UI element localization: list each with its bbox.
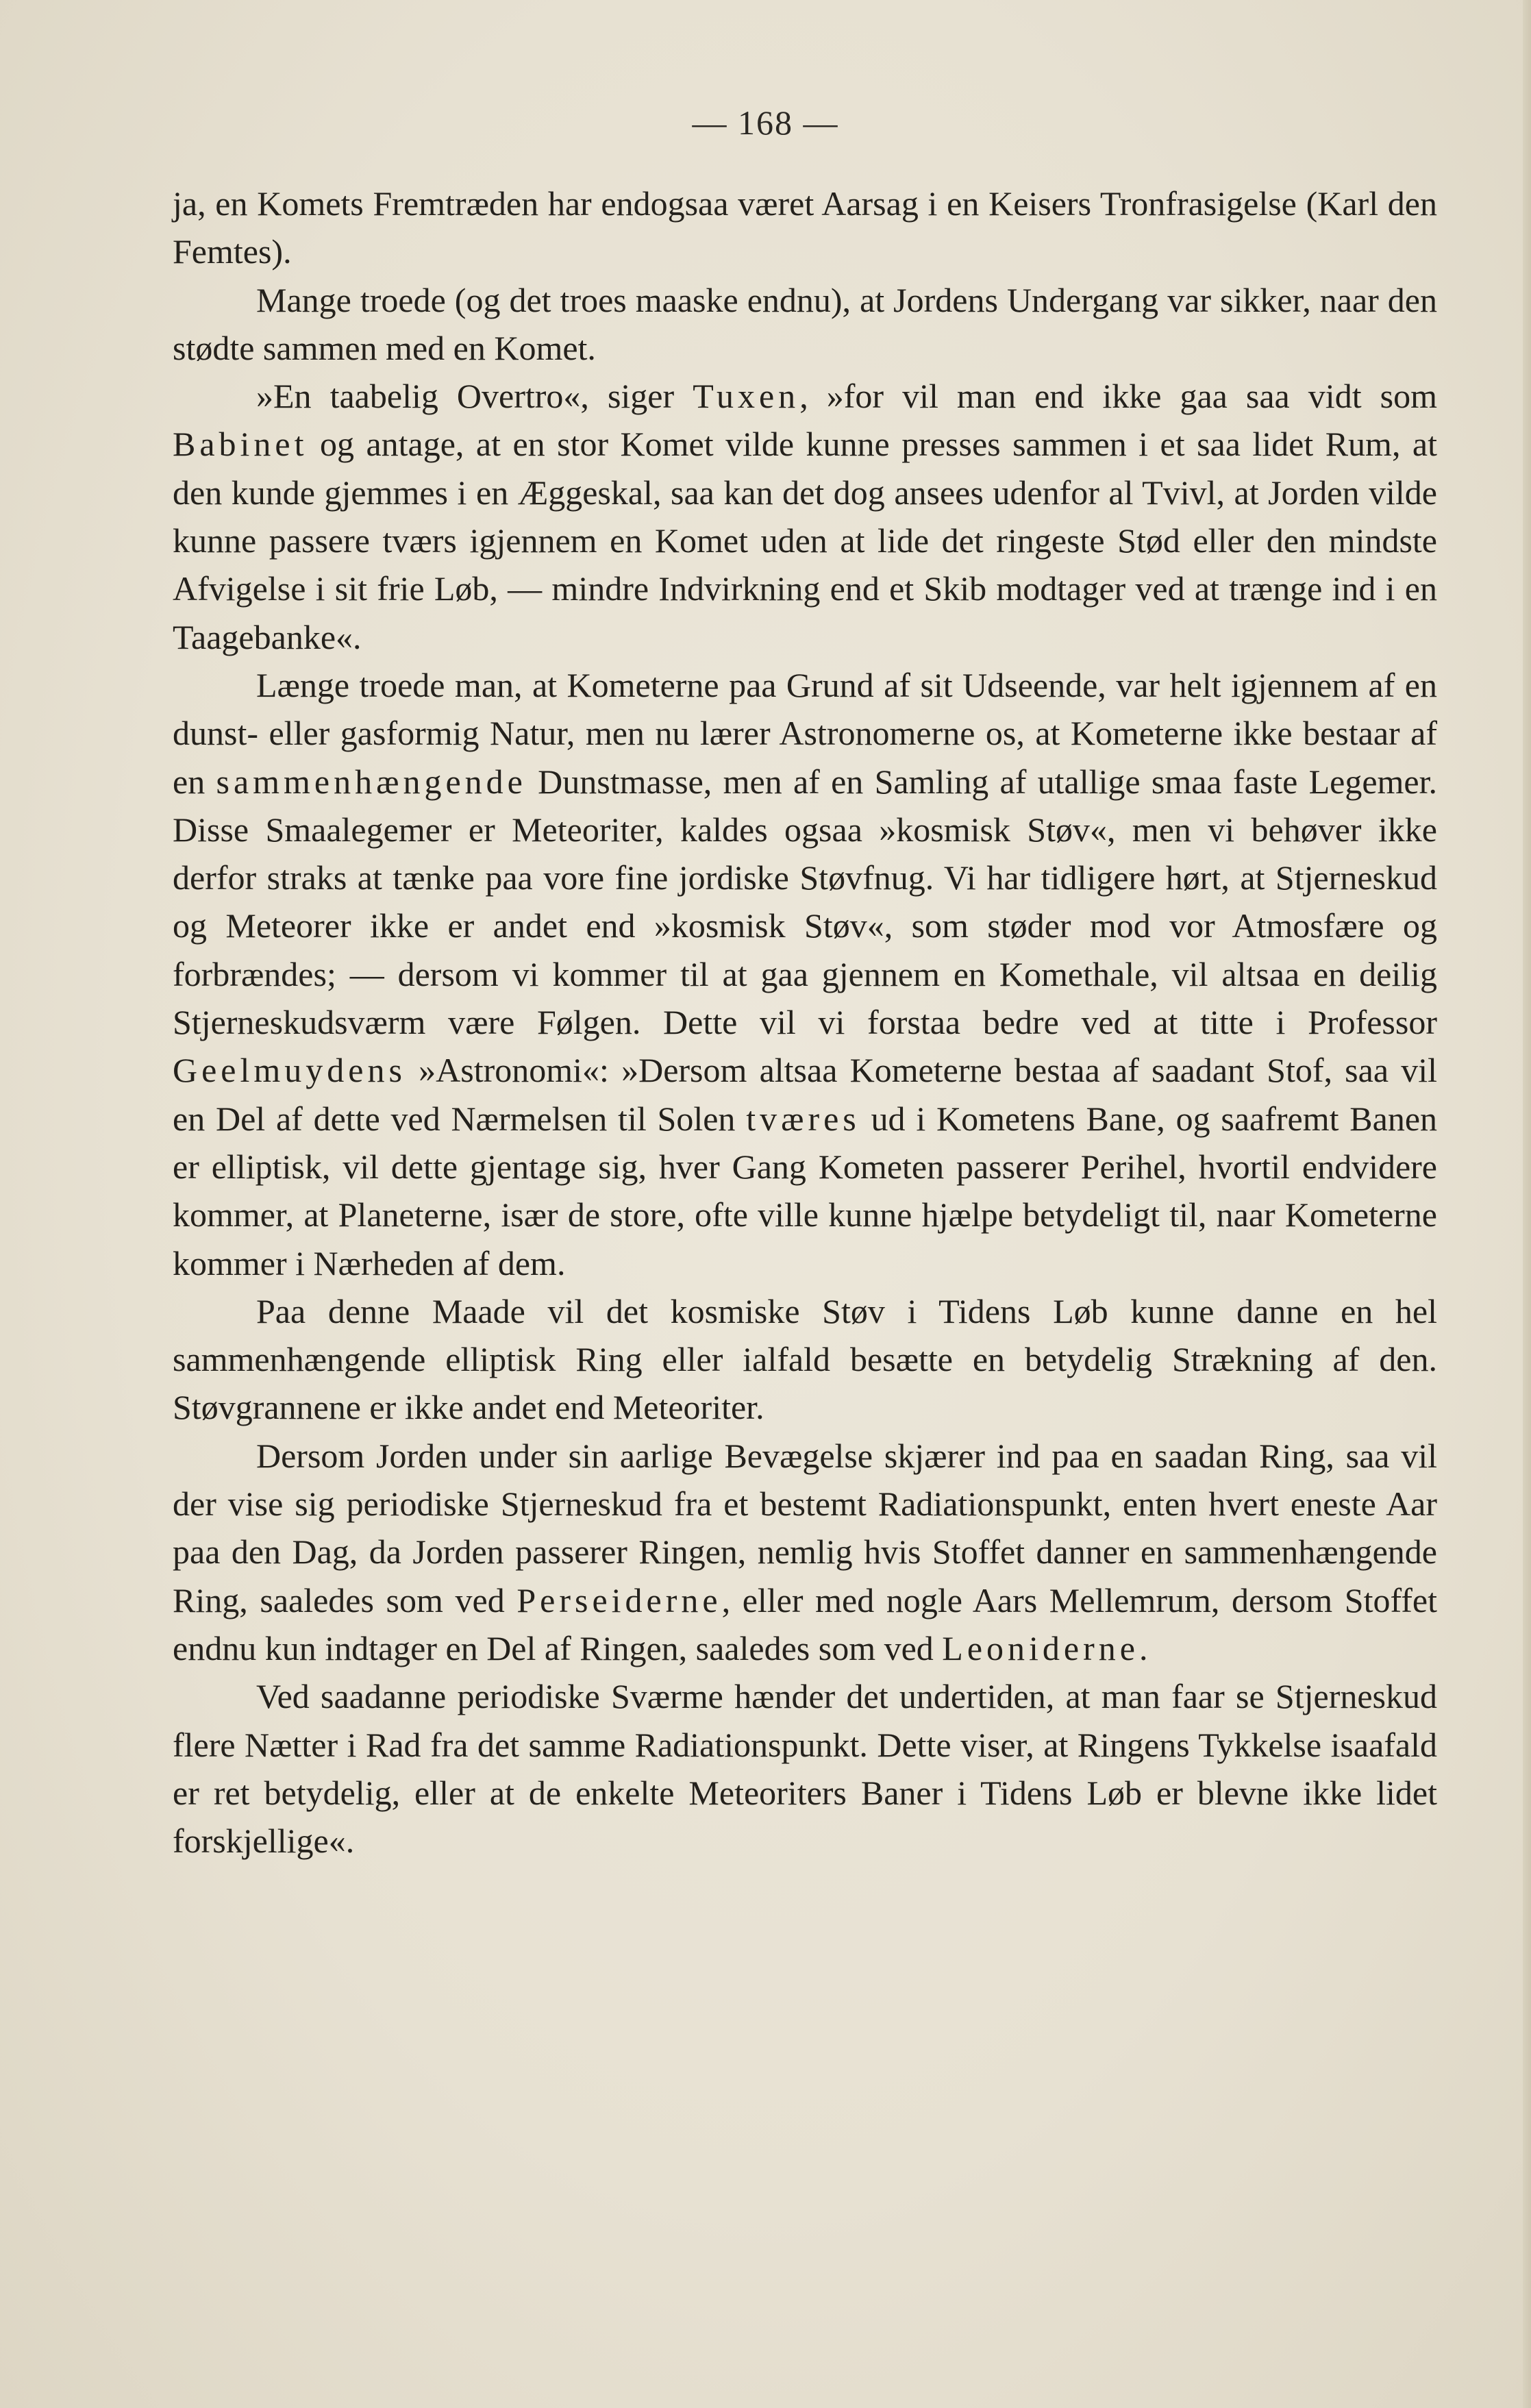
spaced-name: Babinet (173, 425, 308, 464)
spaced-name: Tuxen (693, 377, 800, 416)
text-run: Dunstmasse, men af en Samling af utallige smaa faste Legemer. Disse Smaalegemer er Meteoriter, kaldes ogsaa »kosmisk Støv«, men vi behøver ikke derfor straks at tænke paa vore fine jordiske Støvfnug. Vi har tidligere hørt, at Stjerneskud og Meteorer ikke er andet end »kosmisk Støv«, som støder mod vor Atmosfære og forbrændes; — dersom vi kommer til at gaa gjennem en Komethale, vil altsaa en deilig Stjerneskudsværm være Følgen. Dette vil vi forstaa bedre ved at titte i Professor (173, 762, 1437, 1042)
paragraph (173, 661, 1437, 1287)
text-run: »Astronomi«: »Dersom altsaa Kometerne bestaa af saadant Stof, saa vil en Del af dette ved Nærmelsen til Solen (173, 1051, 1437, 1138)
spaced-name: Geelmuydens (173, 1051, 406, 1090)
text-run: , eller med nogle Aars Mellemrum, dersom Stoffet endnu kun indtager en Del af Ringen, saaledes som ved (173, 1580, 1437, 1667)
text-run: og antage, at en stor Komet vilde kunne presses sammen i et saa lidet Rum, at den kunde gjemmes i en Æggeskal, saa kan det dog ansees udenfor al Tvivl, at Jorden vilde kunne passere tværs igjennem en Komet uden at lide det ringeste Stød eller den mindste Afvigelse i sit frie Løb, — mindre Indvirkning end et Skib modtager ved at trænge ind i en Taagebanke«. (173, 425, 1437, 656)
spaced-term: Leoniderne (942, 1628, 1139, 1667)
page-number: — 168 — (692, 103, 839, 142)
paragraph (173, 1287, 1437, 1432)
text-run: Længe troede man, at Kometerne paa Grund af sit Udseende, var helt igjennem af en dunst- eller gasformig Natur, men nu lærer Astronomerne os, at Kometerne ikke bestaar af en (173, 665, 1437, 801)
text-run: »En taabelig Overtro«, siger (256, 377, 693, 416)
body-text (173, 179, 1437, 1865)
text-run: . (1138, 1628, 1148, 1667)
paragraph (173, 1672, 1437, 1865)
text-run: ud i Kometens Bane, og saafremt Banen er elliptisk, vil dette gjentage sig, hver Gang Kometen passerer Perihel, hvortil endvidere kommer, at Planeterne, især de store, ofte ville kunne hjælpe betydeligt til, naar Kometerne kommer i Nærheden af dem. (173, 1099, 1438, 1282)
text-run: Dersom Jorden under sin aarlige Bevægelse skjærer ind paa en saadan Ring, saa vil der vise sig periodiske Stjerneskud fra et bestemt Radiationspunkt, enten hvert eneste Aar paa den Dag, da Jorden passerer Ringen, nemlig hvis Stoffet danner en sammenhængende Ring, saaledes som ved (173, 1436, 1437, 1619)
paragraph (173, 372, 1437, 661)
spaced-term: sammenhængende (216, 762, 527, 801)
paragraph (173, 179, 1437, 276)
text-run: Mange troede (og det troes maaske endnu), at Jordens Undergang var sikker, naar den stødte sammen med en Komet. (173, 280, 1437, 367)
text-run: Paa denne Maade vil det kosmiske Støv i Tidens Løb kunne danne en hel sammenhængende elliptisk Ring eller ialfald besætte en betydelig Strækning af den. Støvgrannene er ikke andet end Meteoriter. (173, 1291, 1437, 1427)
text-run: , »for vil man end ikke gaa saa vidt som (799, 377, 1437, 416)
spaced-term: tværes (746, 1099, 860, 1138)
paragraph (173, 1432, 1437, 1672)
paragraph (173, 276, 1437, 373)
page-edge-shadow (1523, 0, 1531, 2408)
spaced-term: Perseiderne (516, 1580, 722, 1619)
text-run: Ved saadanne periodiske Sværme hænder det undertiden, at man faar se Stjerneskud flere Nætter i Rad fra det samme Radiationspunkt. Dette viser, at Ringens Tykkelse isaafald er ret betydelig, eller at de enkelte Meteoriters Baner i Tidens Løb er blevne ikke lidet forskjellige«. (173, 1677, 1437, 1861)
text-run: ja, en Komets Fremtræden har endogsaa været Aarsag i en Keisers Tronfrasigelse (Karl den Femtes). (173, 184, 1437, 271)
